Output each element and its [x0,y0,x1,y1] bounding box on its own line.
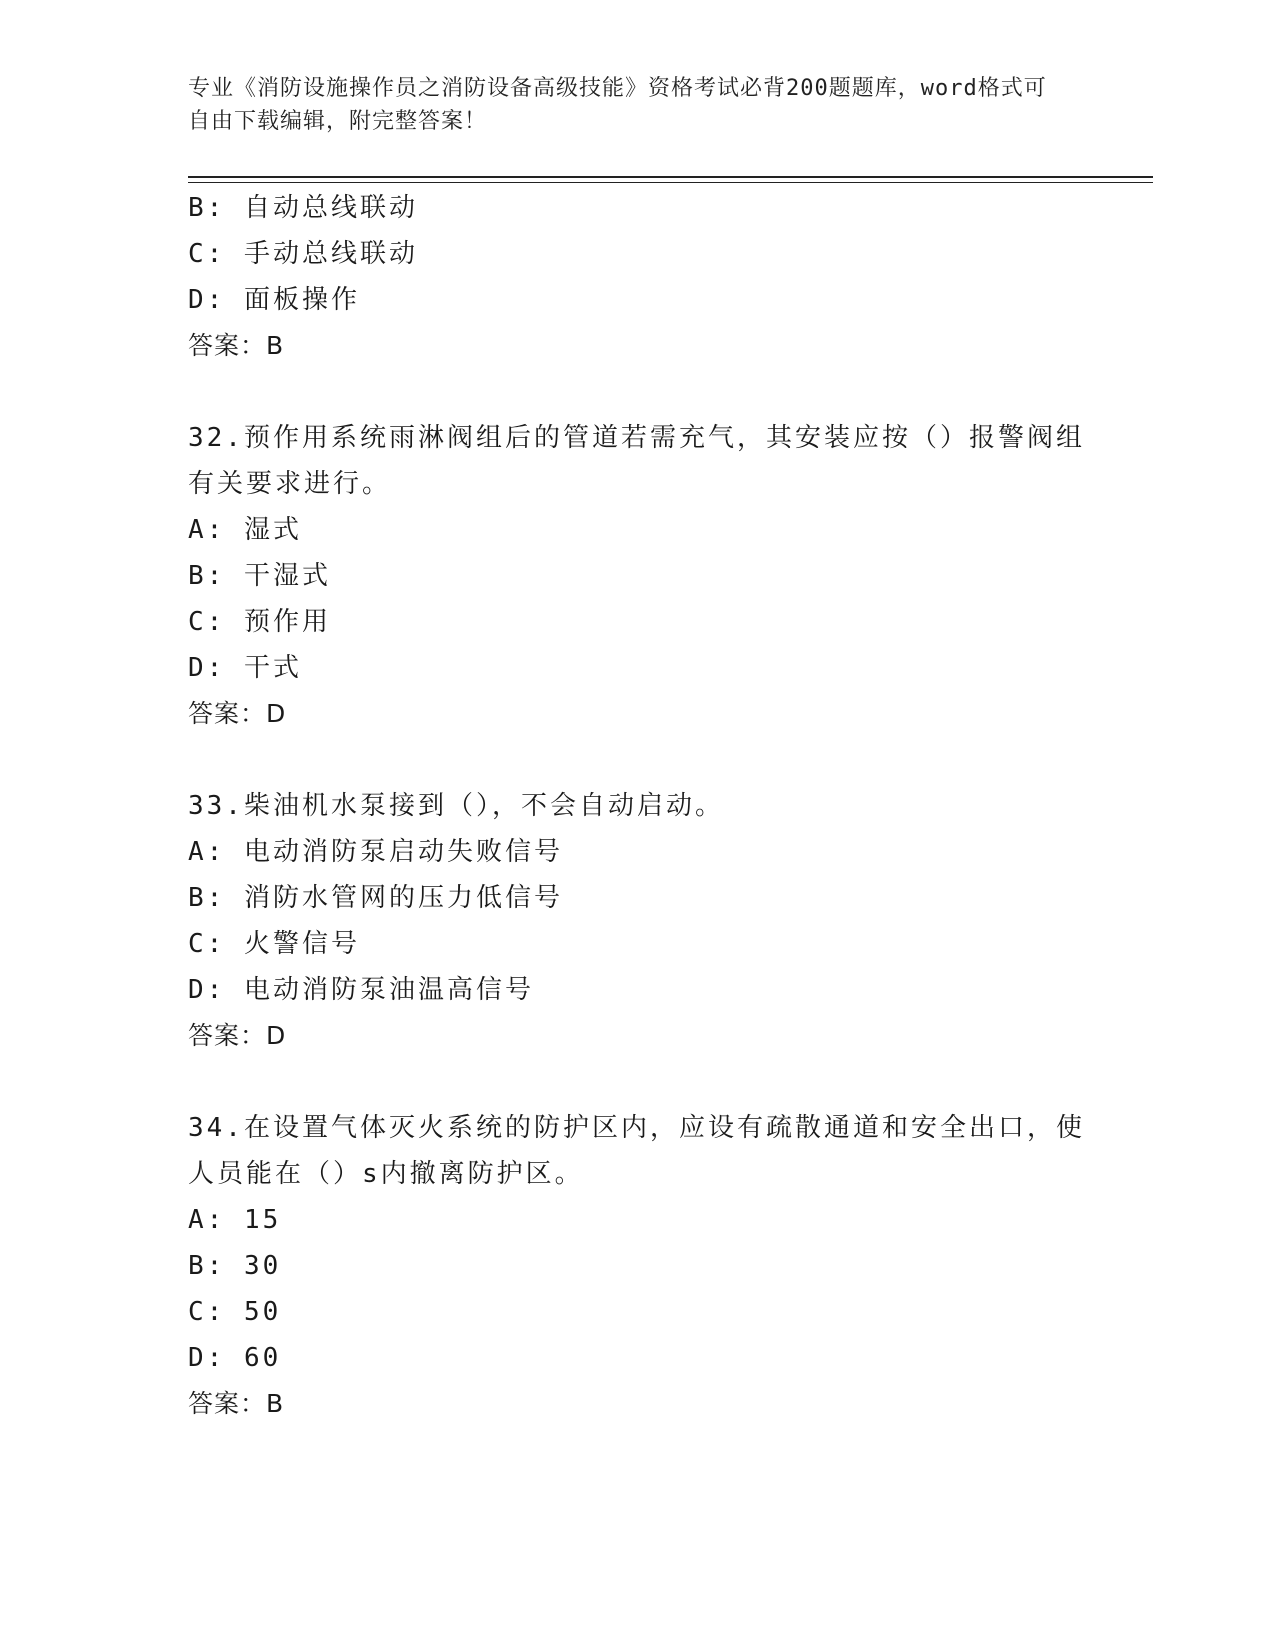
option-d: D: 60 [188,1343,282,1373]
option-c: C: 火警信号 [188,929,360,959]
option-c: C: 50 [188,1297,282,1327]
question-32-text: 32.预作用系统雨淋阀组后的管道若需充气，其安装应按（）报警阀组有关要求进行。 [188,423,1085,499]
option-d: D: 电动消防泵油温高信号 [188,975,534,1005]
question-34-text: 34.在设置气体灭火系统的防护区内，应设有疏散通道和安全出口，使人员能在（）s内撤离防护区。 [188,1113,1085,1189]
option-a: A: 电动消防泵启动失败信号 [188,837,563,867]
answer-line: 答案：B [188,331,285,360]
option-b: B: 干湿式 [188,561,331,591]
answer-line: 答案：D [188,699,287,728]
option-b: B: 消防水管网的压力低信号 [188,883,563,913]
answer-line: 答案：D [188,1021,287,1050]
document-header: 专业《消防设施操作员之消防设备高级技能》资格考试必背200题题库，word格式可自由下载编辑，附完整答案！ [188,76,1047,134]
answer-line: 答案：B [188,1389,285,1418]
option-c: C: 预作用 [188,607,331,637]
question-33-text: 33.柴油机水泵接到（），不会自动启动。 [188,791,724,821]
option-b: B: 自动总线联动 [188,193,418,223]
option-b: B: 30 [188,1251,282,1281]
option-d: D: 干式 [188,653,302,683]
header-divider-thick [188,176,1153,178]
option-a: A: 15 [188,1205,282,1235]
option-a: A: 湿式 [188,515,302,545]
question-content [188,185,1088,1427]
option-c: C: 手动总线联动 [188,239,418,269]
option-d: D: 面板操作 [188,285,360,315]
header-divider-thin [188,182,1153,183]
